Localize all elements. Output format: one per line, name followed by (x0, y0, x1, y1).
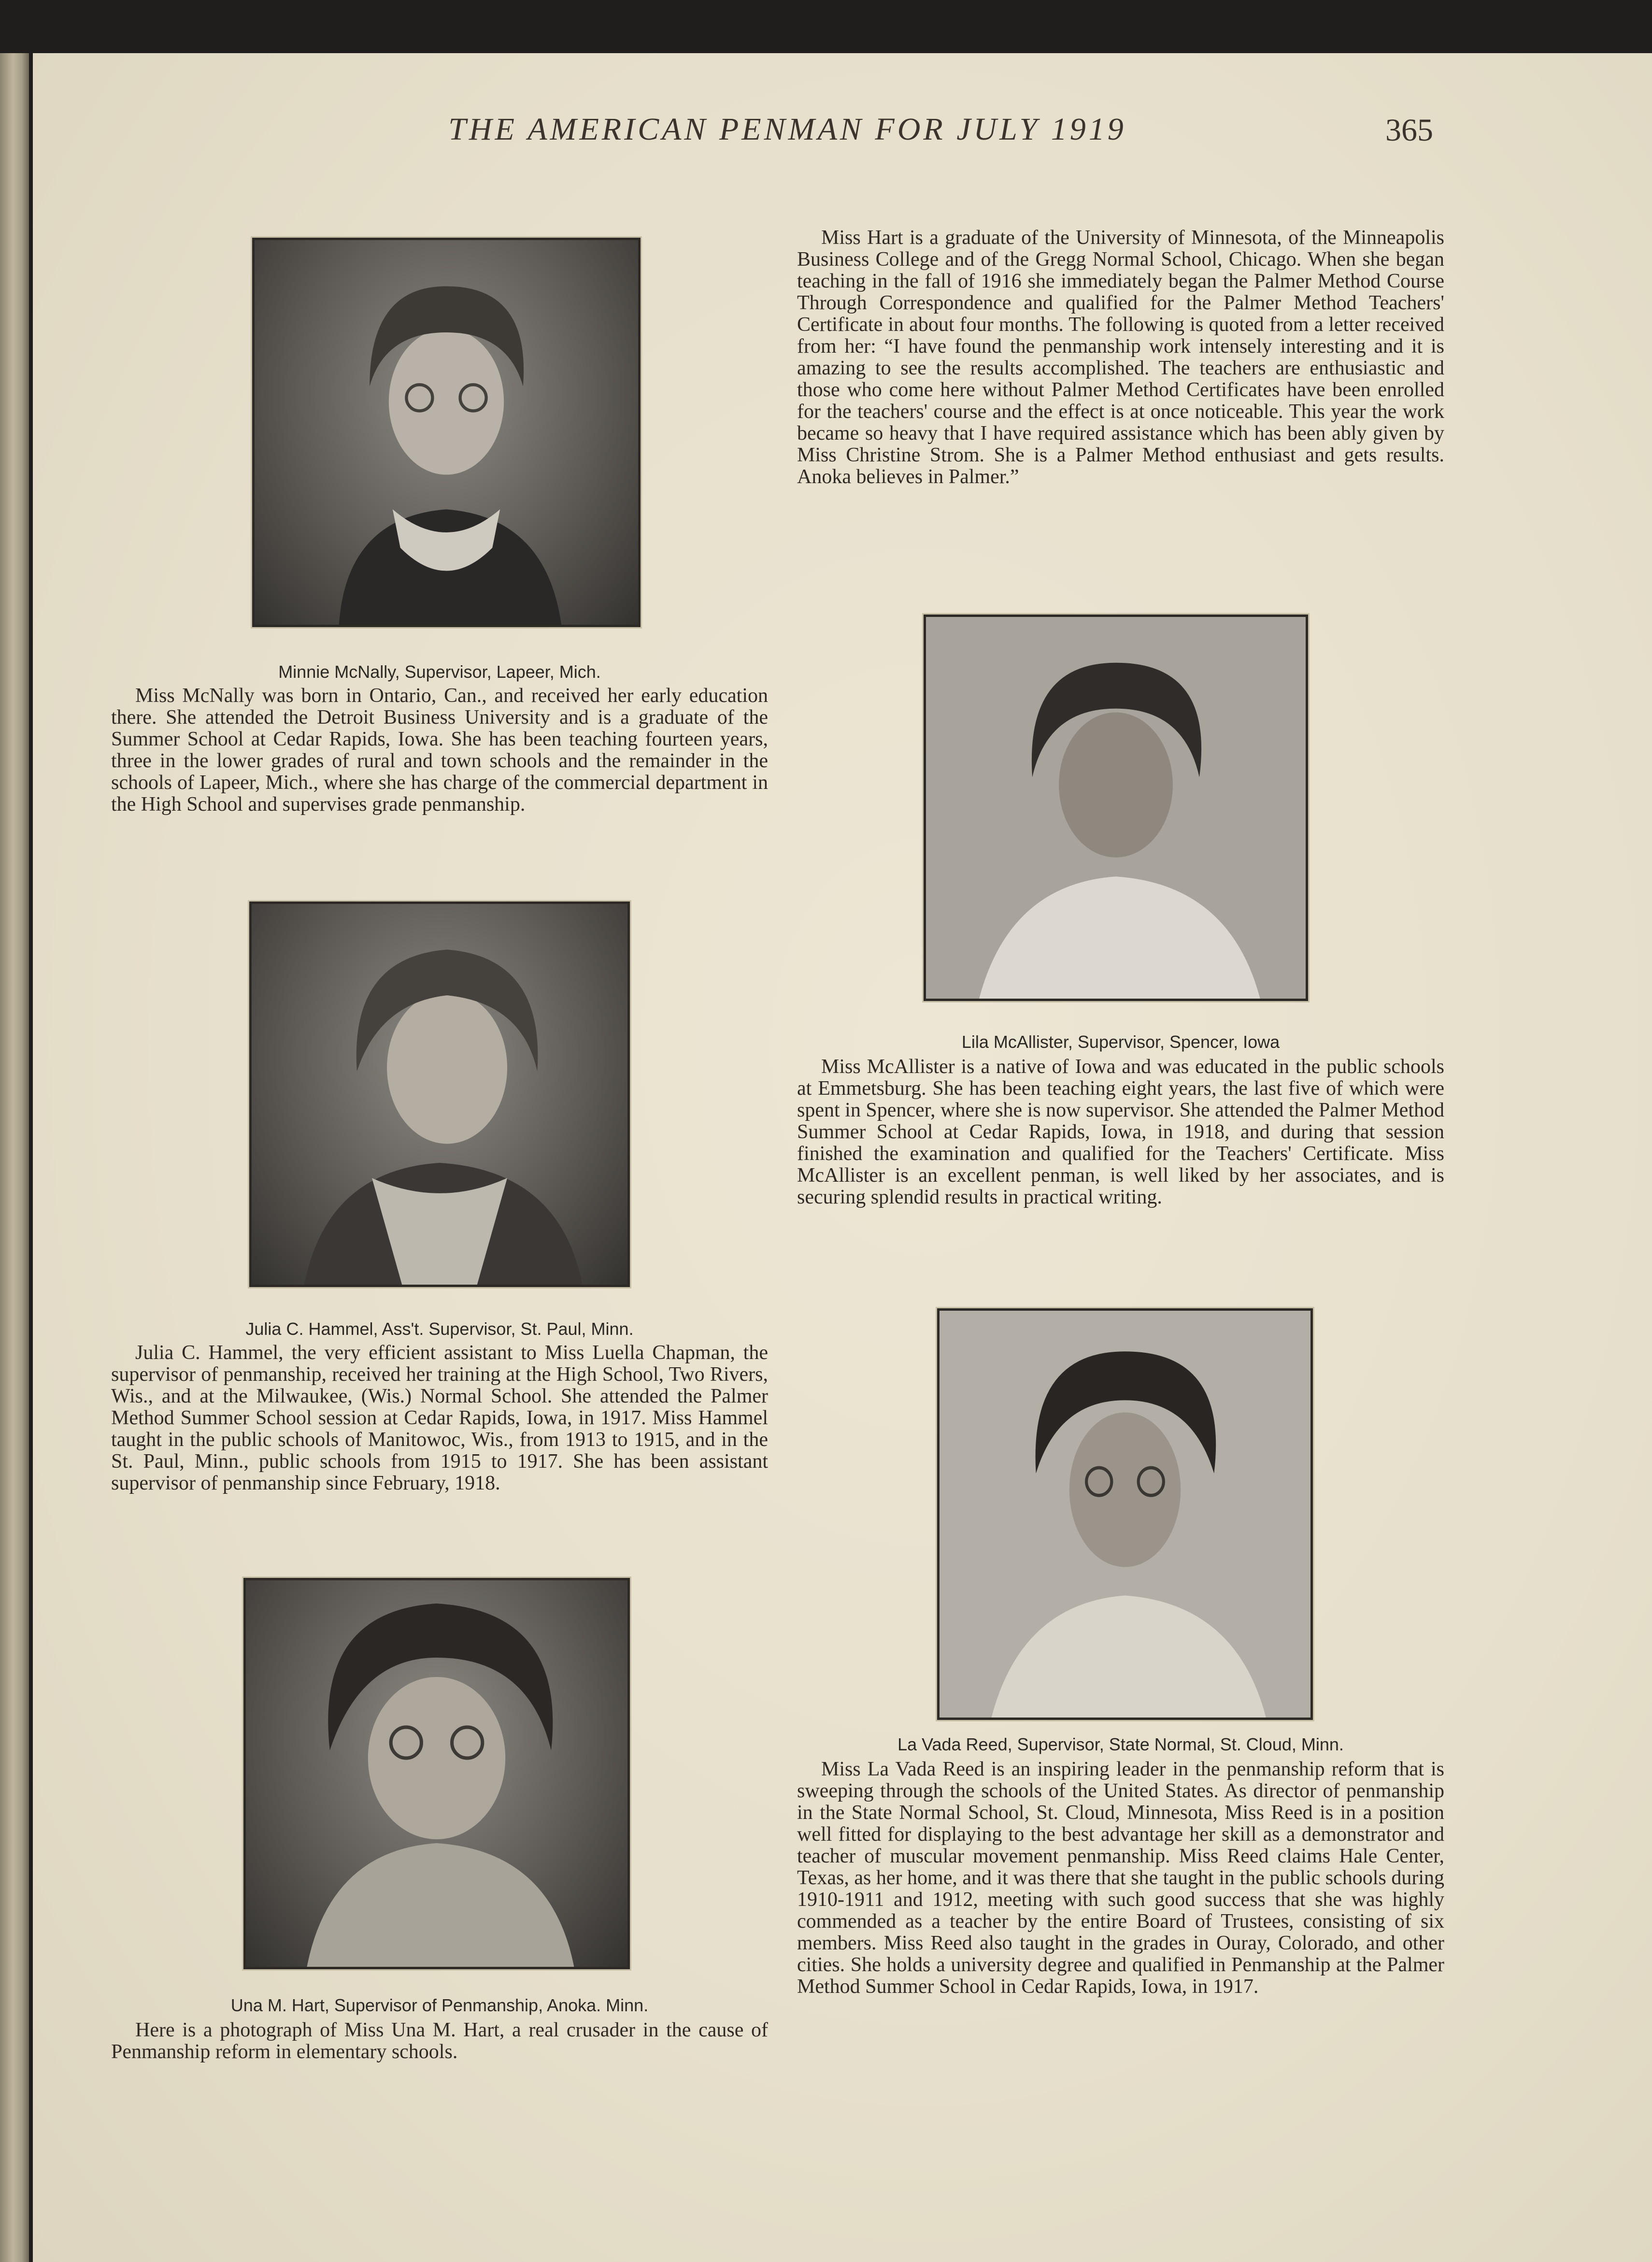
portrait-photo-hart (243, 1578, 630, 1969)
caption-mcnally: Minnie McNally, Supervisor, Lapeer, Mich. (278, 662, 601, 682)
book-spine-edge (0, 53, 29, 2262)
bio-mcnally: Miss McNally was born in Ontario, Can., and received her early education there. She attended the Detroit Business University and is a graduate of the Summer School at Cedar Rapids, Iowa. She has been teaching fourteen years, three in the lower grades of rural and town schools and the remainder in the schools of Lapeer, Mich., where she has charge of the commercial department in the High School and supervises grade penmanship. (111, 685, 768, 816)
caption-hammel: Julia C. Hammel, Ass't. Supervisor, St. Paul, Minn. (245, 1319, 634, 1339)
bio-reed: Miss La Vada Reed is an inspiring leader in the penmanship reform that is sweeping through the schools of the United States. As director of penmanship in the State Normal School, St. Cloud, Minnesota, Miss Reed is in a position well fitted for displaying to the best advantage her skill as a demonstrator and teacher of muscular movement penmanship. Miss Reed claims Hale Center, Texas, as her home, and it was there that she taught in the public schools during 1910-1911 and 1912, meeting with such good success that she was highly commended as a teacher by the entire Board of Trustees, consisting of six members. Miss Reed also taught in the grades in Ouray, Colorado, and other cities. She holds a university degree and qualified in Penmanship at the Palmer Method Summer School in Cedar Rapids, Iowa, in 1917. (797, 1758, 1444, 1998)
portrait-photo-mcnally (252, 238, 641, 627)
bio-hart-continued: Miss Hart is a graduate of the University of Minnesota, of the Minneapolis Business College and of the Gregg Normal School, Chicago. When she began teaching in the fall of 1916 she immediately began the Palmer Method Course Through Correspondence and qualified for the Palmer Method Teachers' Certificate in about four months. The following is quoted from a letter received from her: “I have found the penmanship work intensely interesting and it is amazing to see the results accomplished. The teachers are enthusiastic and those who come here without Palmer Method Certificates have been enrolled for the teachers' course and the effect is at once noticeable. This year the work became so heavy that I have required assistance which has been ably given by Miss Christine Strom. She is a Palmer Method enthusiast and gets results. Anoka believes in Palmer.” (797, 227, 1444, 488)
page-number: 365 (1385, 113, 1433, 148)
portrait-photo-reed (937, 1308, 1313, 1720)
caption-reed: La Vada Reed, Supervisor, State Normal, St. Cloud, Minn. (897, 1734, 1344, 1754)
running-title: THE AMERICAN PENMAN FOR JULY 1919 (448, 112, 1126, 147)
caption-hart: Una M. Hart, Supervisor of Penmanship, Anoka. Minn. (230, 1995, 649, 2015)
portrait-photo-hammel (249, 902, 630, 1287)
bio-hart: Here is a photograph of Miss Una M. Hart, a real crusader in the cause of Penmanship reform in elementary schools. (111, 2019, 768, 2063)
portrait-photo-mcallister (924, 615, 1308, 1001)
caption-mcallister: Lila McAllister, Supervisor, Spencer, Iowa (961, 1032, 1280, 1052)
bio-mcallister: Miss McAllister is a native of Iowa and was educated in the public schools at Emmetsburg. She has been teaching eight years, the last five of which were spent in Spencer, where she is now supervisor. She attended the Palmer Method Summer School at Cedar Rapids, Iowa, in 1918, and during that session finished the examination and qualified for the Teachers' Certificate. Miss McAllister is an excellent penman, is well liked by her associates, and is securing splendid results in practical writing. (797, 1056, 1444, 1208)
bio-hammel: Julia C. Hammel, the very efficient assistant to Miss Luella Chapman, the supervisor of penmanship, received her training at the High School, Two Rivers, Wis., and at the Milwaukee, (Wis.) Normal School. She attended the Palmer Method Summer School session at Cedar Rapids, Iowa, in 1917. Miss Hammel taught in the public schools of Manitowoc, Wis., from 1913 to 1915, and in the St. Paul, Minn., public schools from 1915 to 1917. She has been assistant supervisor of penmanship since February, 1918. (111, 1342, 768, 1494)
